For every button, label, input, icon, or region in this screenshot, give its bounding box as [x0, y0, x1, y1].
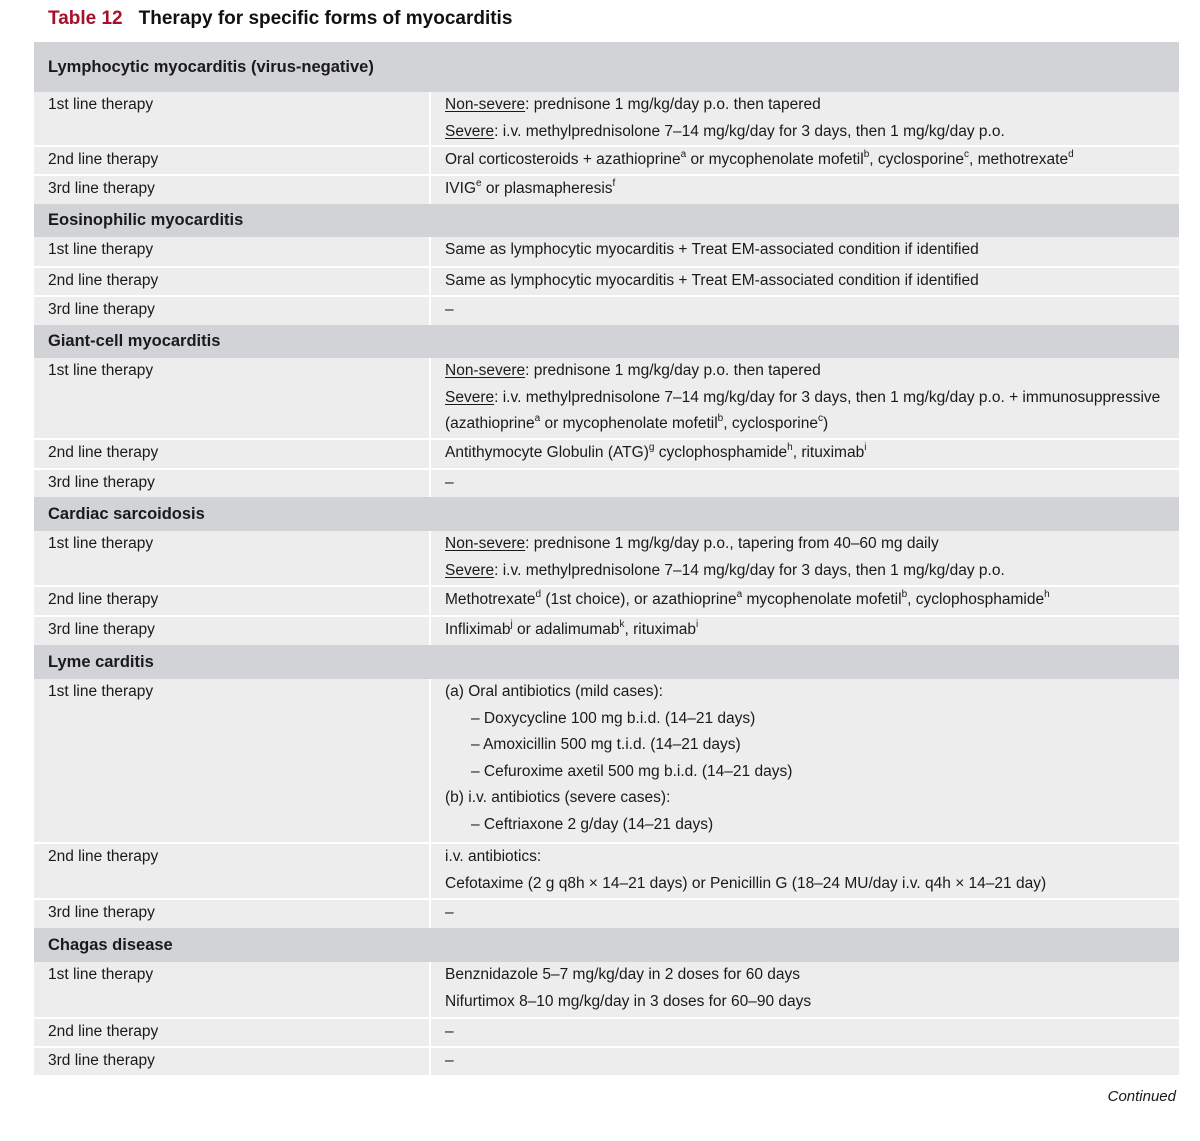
row-therapy [431, 297, 1179, 325]
row-label-text: 1st line therapy [48, 362, 154, 379]
row-therapy [431, 1019, 1179, 1046]
table-row [34, 468, 1179, 497]
footnote-marker: c [817, 413, 823, 424]
table-row [34, 358, 1179, 438]
row-label-text: 3rd line therapy [48, 180, 155, 197]
therapy-text: – [445, 301, 454, 318]
therapy-text: (a) Oral antibiotics (mild cases): [445, 683, 663, 700]
table-row [34, 237, 1179, 266]
table-row [34, 679, 1179, 842]
therapy-text: – [445, 904, 454, 921]
row-therapy [431, 92, 1179, 145]
table-caption [48, 8, 512, 30]
therapy-text: or mycophenolate mofetil [686, 151, 864, 168]
section-header-chagas [34, 928, 1179, 962]
row-label [34, 237, 431, 266]
row-therapy [431, 679, 1179, 842]
therapy-text: i.v. antibiotics: [445, 848, 542, 865]
row-label [34, 92, 431, 145]
footnote-marker: a [680, 149, 687, 160]
row-label [34, 268, 431, 295]
row-therapy [431, 844, 1179, 898]
therapy-text: Same as lymphocytic myocarditis + Treat EM-associated condition if identified [445, 241, 979, 258]
section-header-lyme [34, 645, 1179, 679]
row-therapy [431, 587, 1179, 615]
therapy-text: – [445, 1052, 454, 1069]
footnote-marker: a [534, 413, 541, 424]
section-title: Chagas disease [48, 935, 173, 954]
therapy-text: or mycophenolate mofetil [540, 415, 718, 432]
section-title: Cardiac sarcoidosis [48, 504, 205, 523]
footnote-marker: f [612, 178, 616, 189]
row-label [34, 962, 431, 1017]
therapy-text: , cyclosporine [869, 151, 965, 168]
row-label [34, 531, 431, 585]
therapy-text: , rituximab [624, 621, 697, 638]
continued-note: Continued [1107, 1088, 1176, 1105]
footnote-marker: b [901, 589, 908, 600]
therapy-text: (1st choice), or azathioprine [541, 591, 737, 608]
therapy-text: – Cefuroxime axetil 500 mg b.i.d. (14–21 days) [471, 762, 793, 780]
therapy-table [34, 42, 1179, 1075]
row-label [34, 1019, 431, 1046]
severity-label: Severe [445, 561, 495, 579]
row-label [34, 358, 431, 438]
severity-label: Non-severe [445, 535, 526, 552]
row-therapy [431, 617, 1179, 645]
row-therapy [431, 962, 1179, 1017]
therapy-text: mycophenolate mofetil [742, 591, 902, 608]
row-label-text: 3rd line therapy [48, 301, 155, 318]
therapy-text: Cefotaxime (2 g q8h × 14–21 days) or Penicillin G (18–24 MU/day i.v. q4h × 14–21 day) [445, 874, 1047, 892]
row-label-text: 2nd line therapy [48, 272, 159, 289]
row-label-text: 3rd line therapy [48, 904, 155, 921]
section-title: Lyme carditis [48, 652, 154, 671]
table-row [34, 898, 1179, 928]
therapy-text: Methotrexate [445, 591, 536, 608]
row-label [34, 470, 431, 497]
severity-label: Severe [445, 122, 495, 140]
row-label [34, 679, 431, 842]
therapy-text: Same as lymphocytic myocarditis + Treat EM-associated condition if identified [445, 272, 979, 289]
severity-label: Non-severe [445, 362, 526, 379]
row-label [34, 844, 431, 898]
therapy-text: – Amoxicillin 500 mg t.i.d. (14–21 days) [471, 736, 741, 753]
row-label-text: 3rd line therapy [48, 621, 155, 638]
therapy-text: – [445, 474, 454, 491]
row-therapy [431, 268, 1179, 295]
therapy-text: or adalimumab [512, 621, 620, 638]
footnote-marker: i [864, 442, 867, 453]
therapy-text: ) [822, 415, 829, 432]
table-row [34, 295, 1179, 325]
row-label-text: 1st line therapy [48, 535, 154, 552]
therapy-text: : prednisone 1 mg/kg/day p.o. then tapered [525, 96, 821, 113]
row-therapy [431, 358, 1179, 438]
row-label-text: 1st line therapy [48, 241, 154, 258]
table-row [34, 92, 1179, 145]
footnote-marker: d [1068, 149, 1074, 160]
table-row [34, 1046, 1179, 1075]
row-therapy [431, 147, 1179, 174]
therapy-text: or plasmapheresis [481, 180, 613, 197]
row-therapy [431, 900, 1179, 928]
row-label-text: 2nd line therapy [48, 591, 159, 608]
therapy-text: – Doxycycline 100 mg b.i.d. (14–21 days) [471, 709, 756, 727]
footnote-marker: g [648, 442, 655, 453]
severity-label: Non-severe [445, 96, 526, 113]
table-row [34, 1017, 1179, 1046]
footnote-marker: b [717, 413, 724, 424]
footnote-marker: c [964, 149, 970, 160]
table-row [34, 174, 1179, 204]
therapy-text: IVIG [445, 180, 477, 197]
row-label-text: 2nd line therapy [48, 1023, 159, 1040]
row-label [34, 440, 431, 468]
row-therapy [431, 470, 1179, 497]
therapy-text: , methotrexate [969, 151, 1069, 168]
row-label-text: 1st line therapy [48, 96, 154, 113]
section-title: Giant-cell myocarditis [48, 332, 221, 350]
therapy-text: Antithymocyte Globulin (ATG) [445, 444, 649, 461]
therapy-text: : i.v. methylprednisolone 7–14 mg/kg/day for 3 days, then 1 mg/kg/day p.o. [494, 561, 1005, 579]
footnote-marker: i [696, 619, 699, 630]
section-header-sarcoidosis [34, 497, 1179, 531]
therapy-text: : prednisone 1 mg/kg/day p.o., tapering from 40–60 mg daily [525, 535, 939, 552]
section-header-lymphocytic [34, 42, 1179, 92]
footnote-marker: d [535, 589, 542, 600]
therapy-text: : prednisone 1 mg/kg/day p.o. then tapered [525, 362, 821, 379]
footnote-marker: j [510, 619, 513, 630]
therapy-text: Oral corticosteroids + azathioprine [445, 151, 681, 168]
section-title: Lymphocytic myocarditis (virus-negative) [48, 57, 374, 76]
row-label-text: 2nd line therapy [48, 444, 159, 461]
row-therapy [431, 531, 1179, 585]
therapy-text: Benznidazole 5–7 mg/kg/day in 2 doses for 60 days [445, 966, 801, 983]
therapy-text: – Ceftriaxone 2 g/day (14–21 days) [471, 815, 714, 833]
therapy-text: Infliximab [445, 621, 511, 638]
therapy-text: Nifurtimox 8–10 mg/kg/day in 3 doses for 60–90 days [445, 992, 812, 1010]
section-header-eosinophilic [34, 204, 1179, 237]
row-label-text: 2nd line therapy [48, 848, 159, 865]
footnote-marker: k [619, 619, 625, 630]
row-label [34, 587, 431, 615]
row-label [34, 900, 431, 928]
row-label [34, 297, 431, 325]
row-therapy [431, 1048, 1179, 1075]
therapy-text: – [445, 1023, 454, 1040]
row-label-text: 1st line therapy [48, 683, 154, 700]
table-row [34, 962, 1179, 1017]
row-therapy [431, 237, 1179, 266]
table-number: Table 12 [48, 8, 123, 29]
table-title: Therapy for specific forms of myocarditis [138, 8, 513, 29]
row-therapy [431, 440, 1179, 468]
row-label [34, 1048, 431, 1075]
section-header-giant-cell [34, 325, 1179, 358]
footnote-marker: b [863, 149, 870, 160]
table-row [34, 585, 1179, 615]
therapy-text: : i.v. methylprednisolone 7–14 mg/kg/day for 3 days, then 1 mg/kg/day p.o. + immunosuppressive [494, 388, 1161, 406]
section-title: Eosinophilic myocarditis [48, 211, 244, 229]
row-label-text: 1st line therapy [48, 966, 154, 983]
therapy-text: (azathioprine [445, 415, 535, 432]
row-label [34, 176, 431, 204]
table-row [34, 531, 1179, 585]
footnote-marker: a [736, 589, 743, 600]
row-label-text: 3rd line therapy [48, 474, 155, 491]
row-label-text: 2nd line therapy [48, 151, 159, 168]
table-row [34, 842, 1179, 898]
footnote-marker: h [787, 442, 793, 453]
row-label-text: 3rd line therapy [48, 1052, 155, 1069]
footnote-marker: h [1044, 589, 1050, 600]
row-therapy [431, 176, 1179, 204]
footnote-marker: e [476, 178, 482, 189]
table-row [34, 145, 1179, 174]
severity-label: Severe [445, 388, 495, 406]
therapy-text: , cyclophosphamide [907, 591, 1045, 608]
table-row [34, 438, 1179, 468]
table-row [34, 615, 1179, 645]
row-label [34, 147, 431, 174]
table-row [34, 266, 1179, 295]
therapy-text: , rituximab [792, 444, 865, 461]
therapy-text: cyclophosphamide [654, 444, 788, 461]
therapy-text: , cyclosporine [723, 415, 818, 432]
therapy-text: : i.v. methylprednisolone 7–14 mg/kg/day for 3 days, then 1 mg/kg/day p.o. [494, 122, 1005, 140]
therapy-text: (b) i.v. antibiotics (severe cases): [445, 789, 671, 806]
row-label [34, 617, 431, 645]
